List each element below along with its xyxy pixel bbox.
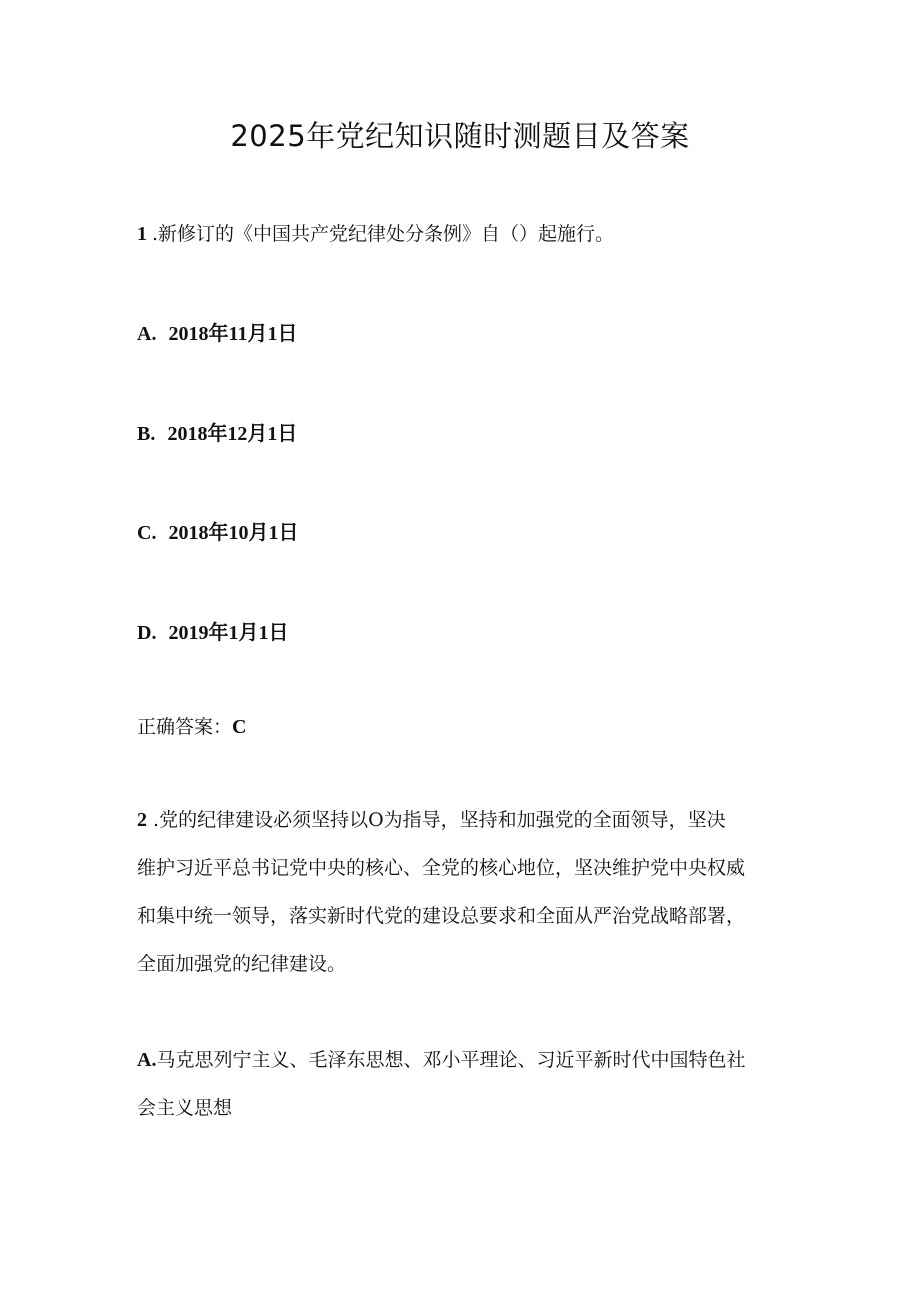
option-text: 2018年11月1日 xyxy=(168,323,298,345)
q2-option-a xyxy=(137,1036,787,1132)
option-text: 2019年1月1日 xyxy=(168,622,289,644)
option-letter: A. xyxy=(137,1049,157,1071)
option-d xyxy=(137,621,289,645)
option-b xyxy=(137,422,297,446)
question-line: 2 .党的纪律建设必须坚持以O为指导，坚持和加强党的全面领导，坚决 xyxy=(137,809,726,831)
option-text: 2018年10月1日 xyxy=(168,522,299,544)
option-line: A.马克思列宁主义、毛泽东思想、邓小平理论、习近平新时代中国特色社 xyxy=(137,1049,746,1071)
question-2 xyxy=(137,796,787,988)
option-c xyxy=(137,521,299,545)
option-letter: D. xyxy=(137,622,157,644)
answer-line xyxy=(137,715,246,739)
option-letter: A. xyxy=(137,323,157,345)
question-number: 2 xyxy=(137,809,147,831)
option-a xyxy=(137,322,297,346)
question-text: .新修订的《中国共产党纪律处分条例》自（）起施行。 xyxy=(152,223,615,245)
option-text: 2018年12月1日 xyxy=(167,423,298,445)
document-title: 2025年党纪知识随时测题目及答案 xyxy=(230,119,690,153)
question-line: 和集中统一领导，落实新时代党的建设总要求和全面从严治党战略部署， xyxy=(137,905,746,927)
answer-label: 正确答案： xyxy=(137,716,233,738)
option-letter: C. xyxy=(137,522,157,544)
question-line: 全面加强党的纪律建设。 xyxy=(137,953,347,975)
question-line: 维护习近平总书记党中央的核心、全党的核心地位，坚决维护党中央权威 xyxy=(137,857,746,879)
question-1 xyxy=(137,222,614,246)
option-letter: B. xyxy=(137,423,156,445)
option-line: 会主义思想 xyxy=(137,1097,233,1119)
answer-value: C xyxy=(232,716,247,738)
question-number: 1 xyxy=(137,223,147,245)
